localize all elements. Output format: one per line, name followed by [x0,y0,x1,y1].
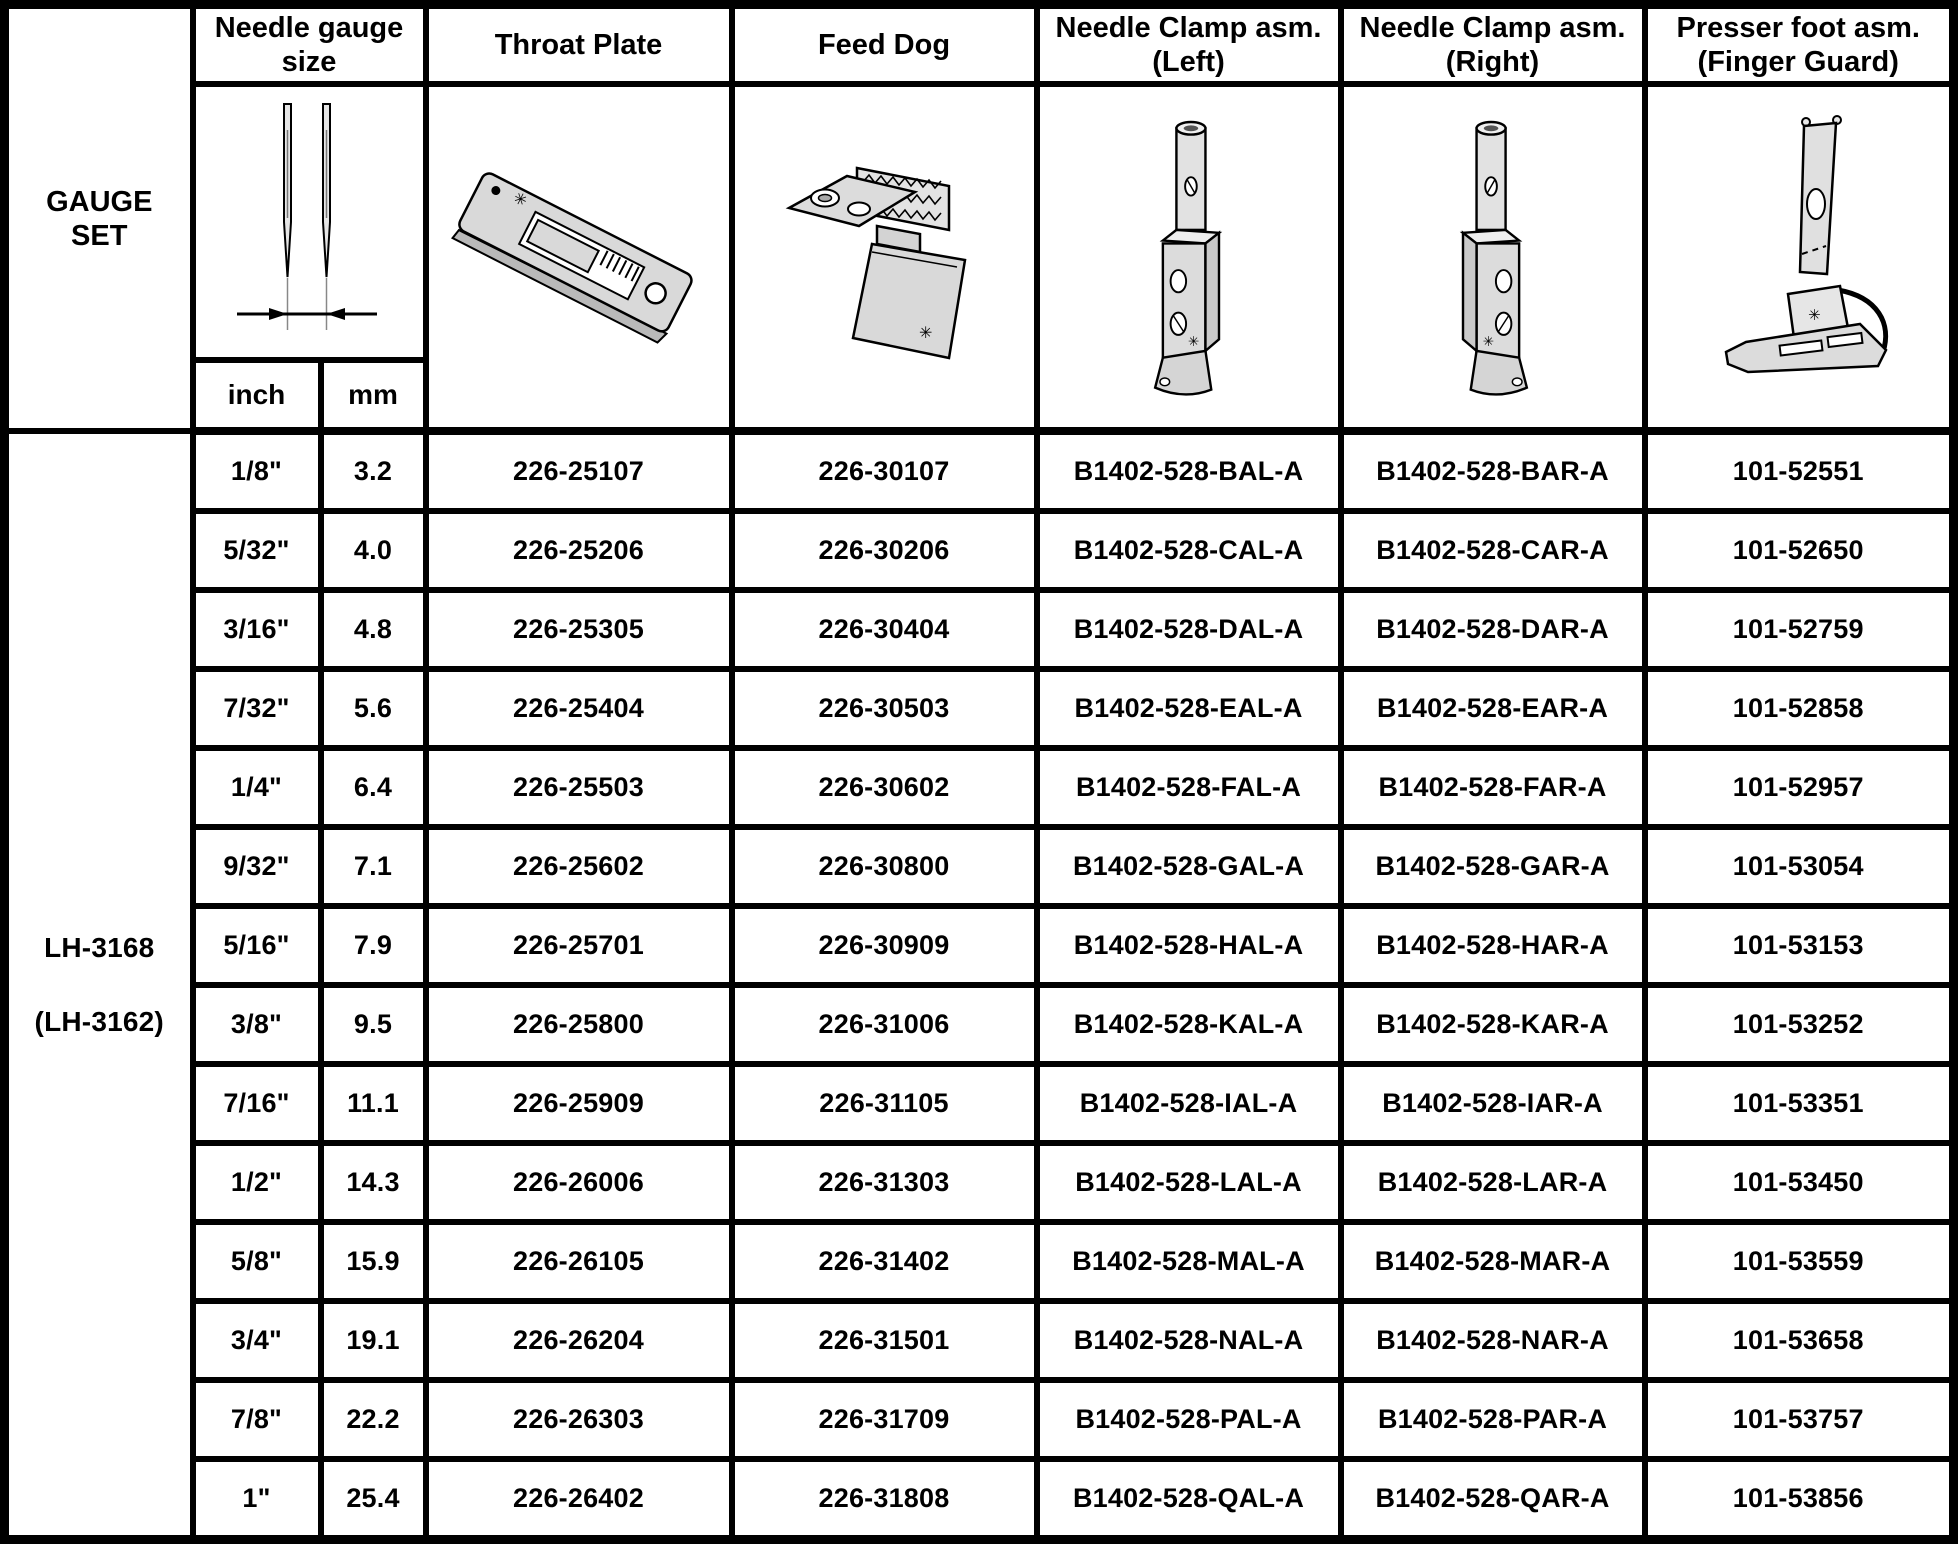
needle-clamp-right-cell: B1402-528-DAR-A [1341,590,1645,669]
inch-cell: 7/32" [193,669,321,748]
feed-dog-cell: 226-30107 [732,431,1037,511]
needle-gauge-size-header: Needle gauge size [193,5,426,85]
mm-cell: 15.9 [321,1222,426,1301]
gauge-set-model-cell [5,431,193,1540]
presser-foot-cell: 101-53658 [1645,1301,1954,1380]
mm-cell: 25.4 [321,1459,426,1540]
feed-dog-cell: 226-31105 [732,1064,1037,1143]
presser-foot-cell: 101-52858 [1645,669,1954,748]
feed-dog-cell: 226-31006 [732,985,1037,1064]
needle-clamp-right-illustration [1428,107,1558,407]
mm-cell: 6.4 [321,748,426,827]
presser-foot-cell: 101-52957 [1645,748,1954,827]
table-row [5,985,1954,1064]
presser-foot-illustration [1688,112,1908,402]
needle-clamp-right-cell: B1402-528-IAR-A [1341,1064,1645,1143]
svg-text:✳: ✳ [509,189,530,212]
gauge-set-header: GAUGE SET [5,5,193,432]
inch-cell: 7/8" [193,1380,321,1459]
needle-clamp-left-header: Needle Clamp asm. (Left) [1037,5,1341,85]
needle-clamp-right-cell: B1402-528-MAR-A [1341,1222,1645,1301]
mm-cell: 4.8 [321,590,426,669]
header-row [5,5,1954,85]
needle-clamp-left-cell: B1402-528-IAL-A [1037,1064,1341,1143]
table-row [5,906,1954,985]
presser-foot-header: Presser foot asm. (Finger Guard) [1645,5,1954,85]
needle-clamp-left-cell: B1402-528-GAL-A [1037,827,1341,906]
needle-clamp-left-cell: B1402-528-FAL-A [1037,748,1341,827]
feed-dog-cell: 226-31402 [732,1222,1037,1301]
needle-clamp-left-cell: B1402-528-NAL-A [1037,1301,1341,1380]
throat-plate-illustration-cell [426,84,732,431]
needle-clamp-right-illustration-cell [1341,84,1645,431]
presser-foot-cell: 101-53351 [1645,1064,1954,1143]
presser-foot-cell: 101-53252 [1645,985,1954,1064]
table-row [5,1143,1954,1222]
needle-clamp-left-illustration [1124,107,1254,407]
feed-dog-cell: 226-30206 [732,511,1037,590]
inch-subheader: inch [193,360,321,431]
presser-foot-illustration-cell [1645,84,1954,431]
needle-clamp-left-cell: B1402-528-KAL-A [1037,985,1341,1064]
throat-plate-cell: 226-25800 [426,985,732,1064]
model-primary: LH-3168 [44,931,155,963]
feed-dog-cell: 226-30909 [732,906,1037,985]
data-rows [5,431,1954,1540]
needle-clamp-left-cell: B1402-528-QAL-A [1037,1459,1341,1540]
throat-plate-header: Throat Plate [426,5,732,85]
feed-dog-cell: 226-30602 [732,748,1037,827]
model-secondary: (LH-3162) [34,1005,164,1037]
inch-cell: 1/8" [193,431,321,511]
throat-plate-cell: 226-26303 [426,1380,732,1459]
mm-subheader: mm [321,360,426,431]
table-row [5,1301,1954,1380]
inch-cell: 9/32" [193,827,321,906]
needle-clamp-left-cell: B1402-528-LAL-A [1037,1143,1341,1222]
inch-cell: 1/2" [193,1143,321,1222]
throat-plate-cell: 226-25909 [426,1064,732,1143]
needle-clamp-right-cell: B1402-528-PAR-A [1341,1380,1645,1459]
table-row [5,511,1954,590]
table-row [5,1459,1954,1540]
table-row [5,748,1954,827]
needle-clamp-right-cell: B1402-528-KAR-A [1341,985,1645,1064]
illustration-row [5,84,1954,360]
feed-dog-cell: 226-30800 [732,827,1037,906]
needle-clamp-right-cell: B1402-528-FAR-A [1341,748,1645,827]
feed-dog-cell: 226-31303 [732,1143,1037,1222]
svg-text:✳: ✳ [918,324,932,342]
presser-foot-cell: 101-53757 [1645,1380,1954,1459]
mm-cell: 7.1 [321,827,426,906]
inch-cell: 3/8" [193,985,321,1064]
inch-cell: 3/16" [193,590,321,669]
inch-cell: 1" [193,1459,321,1540]
throat-plate-illustration [444,147,714,367]
table-row [5,669,1954,748]
mm-cell: 14.3 [321,1143,426,1222]
presser-foot-cell: 101-52759 [1645,590,1954,669]
mm-cell: 3.2 [321,431,426,511]
inch-cell: 5/8" [193,1222,321,1301]
inch-cell: 7/16" [193,1064,321,1143]
throat-plate-cell: 226-25107 [426,431,732,511]
inch-cell: 5/32" [193,511,321,590]
throat-plate-cell: 226-25305 [426,590,732,669]
needle-clamp-left-illustration-cell [1037,84,1341,431]
needle-clamp-right-cell: B1402-528-BAR-A [1341,431,1645,511]
inch-cell: 1/4" [193,748,321,827]
table-row [5,431,1954,511]
throat-plate-cell: 226-26402 [426,1459,732,1540]
needle-clamp-left-cell: B1402-528-PAL-A [1037,1380,1341,1459]
presser-foot-cell: 101-53450 [1645,1143,1954,1222]
needle-clamp-left-cell: B1402-528-DAL-A [1037,590,1341,669]
presser-foot-cell: 101-52650 [1645,511,1954,590]
needle-clamp-right-cell: B1402-528-QAR-A [1341,1459,1645,1540]
needle-clamp-left-cell: B1402-528-EAL-A [1037,669,1341,748]
feed-dog-illustration-cell [732,84,1037,431]
throat-plate-cell: 226-25602 [426,827,732,906]
presser-foot-cell: 101-53856 [1645,1459,1954,1540]
needle-clamp-right-cell: B1402-528-HAR-A [1341,906,1645,985]
inch-cell: 3/4" [193,1301,321,1380]
throat-plate-cell: 226-25701 [426,906,732,985]
throat-plate-cell: 226-25404 [426,669,732,748]
throat-plate-cell: 226-26204 [426,1301,732,1380]
feed-dog-header: Feed Dog [732,5,1037,85]
needle-clamp-left-cell: B1402-528-HAL-A [1037,906,1341,985]
feed-dog-cell: 226-30503 [732,669,1037,748]
presser-foot-cell: 101-53153 [1645,906,1954,985]
needle-clamp-left-cell: B1402-528-BAL-A [1037,431,1341,511]
needle-clamp-right-cell: B1402-528-LAR-A [1341,1143,1645,1222]
table-row [5,827,1954,906]
mm-cell: 11.1 [321,1064,426,1143]
mm-cell: 9.5 [321,985,426,1064]
mm-cell: 22.2 [321,1380,426,1459]
needle-gauge-illustration-cell [193,84,426,360]
feed-dog-cell: 226-30404 [732,590,1037,669]
mm-cell: 5.6 [321,669,426,748]
mm-cell: 7.9 [321,906,426,985]
svg-text:✳: ✳ [1808,307,1821,325]
svg-text:✳: ✳ [1482,334,1494,350]
feed-dog-cell: 226-31501 [732,1301,1037,1380]
presser-foot-cell: 101-52551 [1645,431,1954,511]
throat-plate-cell: 226-25206 [426,511,732,590]
needle-clamp-left-cell: B1402-528-MAL-A [1037,1222,1341,1301]
table-row [5,1064,1954,1143]
mm-cell: 19.1 [321,1301,426,1380]
throat-plate-cell: 226-26006 [426,1143,732,1222]
throat-plate-cell: 226-25503 [426,748,732,827]
presser-foot-cell: 101-53054 [1645,827,1954,906]
needle-clamp-left-cell: B1402-528-CAL-A [1037,511,1341,590]
needle-gauge-illustration [199,92,419,352]
needle-clamp-right-cell: B1402-528-GAR-A [1341,827,1645,906]
needle-clamp-right-cell: B1402-528-EAR-A [1341,669,1645,748]
table-row [5,590,1954,669]
feed-dog-cell: 226-31808 [732,1459,1037,1540]
mm-cell: 4.0 [321,511,426,590]
table-row [5,1222,1954,1301]
feed-dog-cell: 226-31709 [732,1380,1037,1459]
svg-text:✳: ✳ [1187,334,1199,350]
throat-plate-cell: 226-26105 [426,1222,732,1301]
feed-dog-illustration [777,130,992,385]
table-row [5,1380,1954,1459]
inch-cell: 5/16" [193,906,321,985]
needle-clamp-right-cell: B1402-528-NAR-A [1341,1301,1645,1380]
presser-foot-cell: 101-53559 [1645,1222,1954,1301]
needle-clamp-right-cell: B1402-528-CAR-A [1341,511,1645,590]
needle-clamp-right-header: Needle Clamp asm. (Right) [1341,5,1645,85]
